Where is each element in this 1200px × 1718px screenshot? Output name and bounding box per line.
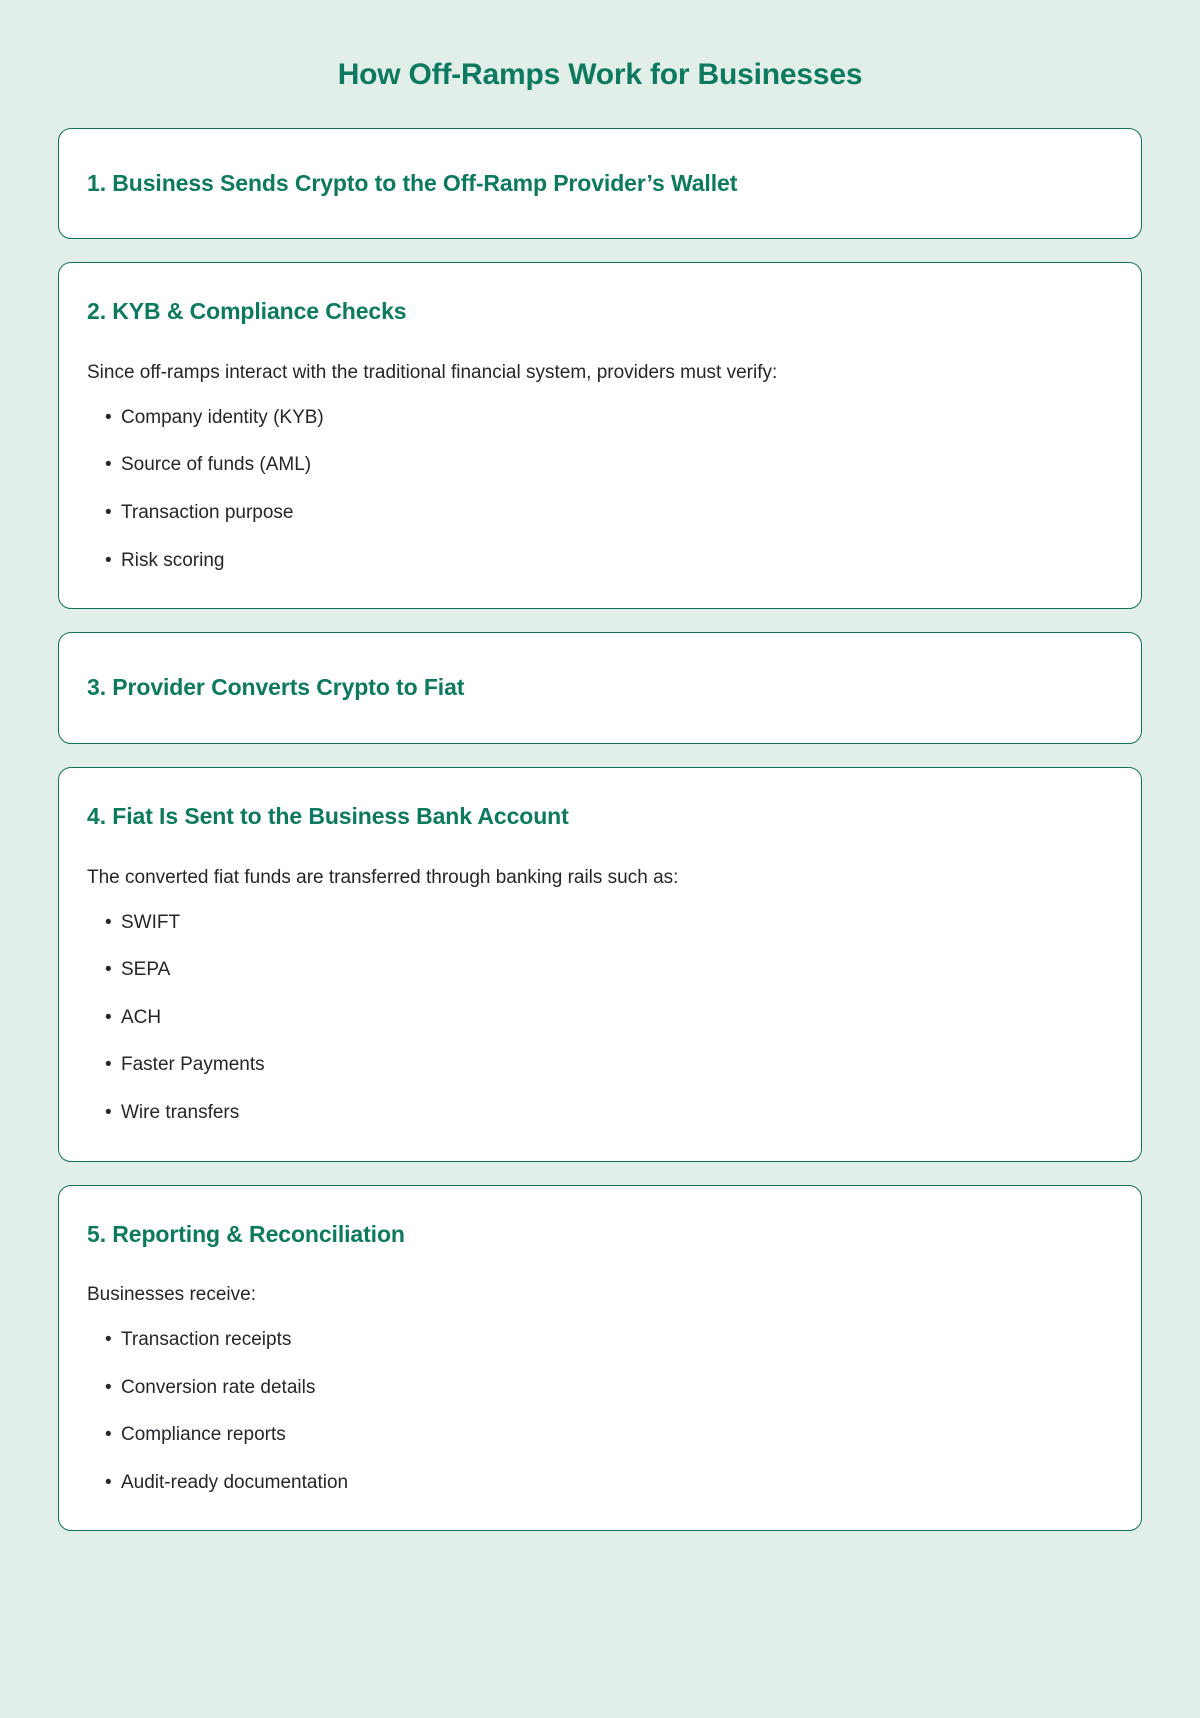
list-item-label: Transaction receipts [121, 1328, 292, 1350]
list-item [87, 1375, 1109, 1402]
bullet-dot-icon: • [105, 1328, 112, 1350]
step-card-title: 1. Business Sends Crypto to the Off-Ramp Provider’s Wallet [87, 169, 738, 196]
list-item [87, 1100, 1109, 1127]
step-bullet-list [87, 910, 1109, 1127]
step-card-2 [58, 262, 1142, 609]
bullet-dot-icon: • [105, 454, 112, 476]
list-item [87, 405, 1109, 432]
list-item-label: Transaction purpose [121, 502, 294, 524]
list-item-label: Compliance reports [121, 1424, 286, 1446]
step-card-intro: Since off-ramps interact with the traditional financial system, providers must verify: [87, 362, 778, 384]
bullet-dot-icon: • [105, 1006, 112, 1028]
steps-list [58, 128, 1142, 1532]
list-item [87, 548, 1109, 575]
list-item-label: Conversion rate details [121, 1376, 316, 1398]
list-item [87, 1005, 1109, 1032]
list-item [87, 910, 1109, 937]
step-card-title: 5. Reporting & Reconciliation [87, 1220, 405, 1247]
bullet-dot-icon: • [105, 1471, 112, 1493]
list-item [87, 452, 1109, 479]
list-item-label: Wire transfers [121, 1101, 240, 1123]
list-item-label: SWIFT [121, 911, 181, 933]
bullet-dot-icon: • [105, 911, 112, 933]
page-title: How Off-Ramps Work for Businesses [337, 58, 863, 91]
bullet-dot-icon: • [105, 406, 112, 428]
list-item [87, 1422, 1109, 1449]
step-card-4 [58, 767, 1142, 1161]
step-card-intro: The converted fiat funds are transferred through banking rails such as: [87, 866, 679, 888]
list-item-label: Risk scoring [121, 549, 225, 571]
list-item-label: SEPA [121, 959, 171, 981]
bullet-dot-icon: • [105, 1424, 112, 1446]
step-card-intro: Businesses receive: [87, 1284, 256, 1306]
bullet-dot-icon: • [105, 1101, 112, 1123]
step-card-title: 4. Fiat Is Sent to the Business Bank Account [87, 803, 569, 830]
list-item [87, 1052, 1109, 1079]
step-card-5 [58, 1185, 1142, 1532]
list-item [87, 1470, 1109, 1497]
bullet-dot-icon: • [105, 1054, 112, 1076]
list-item-label: Source of funds (AML) [121, 454, 312, 476]
list-item [87, 1327, 1109, 1354]
list-item-label: Company identity (KYB) [121, 406, 324, 428]
step-card-1 [58, 128, 1142, 240]
list-item-label: Faster Payments [121, 1054, 265, 1076]
list-item [87, 957, 1109, 984]
step-card-title: 3. Provider Converts Crypto to Fiat [87, 674, 465, 701]
step-bullet-list [87, 405, 1109, 574]
list-item-label: Audit-ready documentation [121, 1471, 349, 1493]
step-card-3 [58, 632, 1142, 744]
bullet-dot-icon: • [105, 502, 112, 524]
bullet-dot-icon: • [105, 549, 112, 571]
list-item [87, 500, 1109, 527]
step-card-title: 2. KYB & Compliance Checks [87, 298, 407, 325]
bullet-dot-icon: • [105, 959, 112, 981]
list-item-label: ACH [121, 1006, 162, 1028]
bullet-dot-icon: • [105, 1376, 112, 1398]
step-bullet-list [87, 1327, 1109, 1496]
